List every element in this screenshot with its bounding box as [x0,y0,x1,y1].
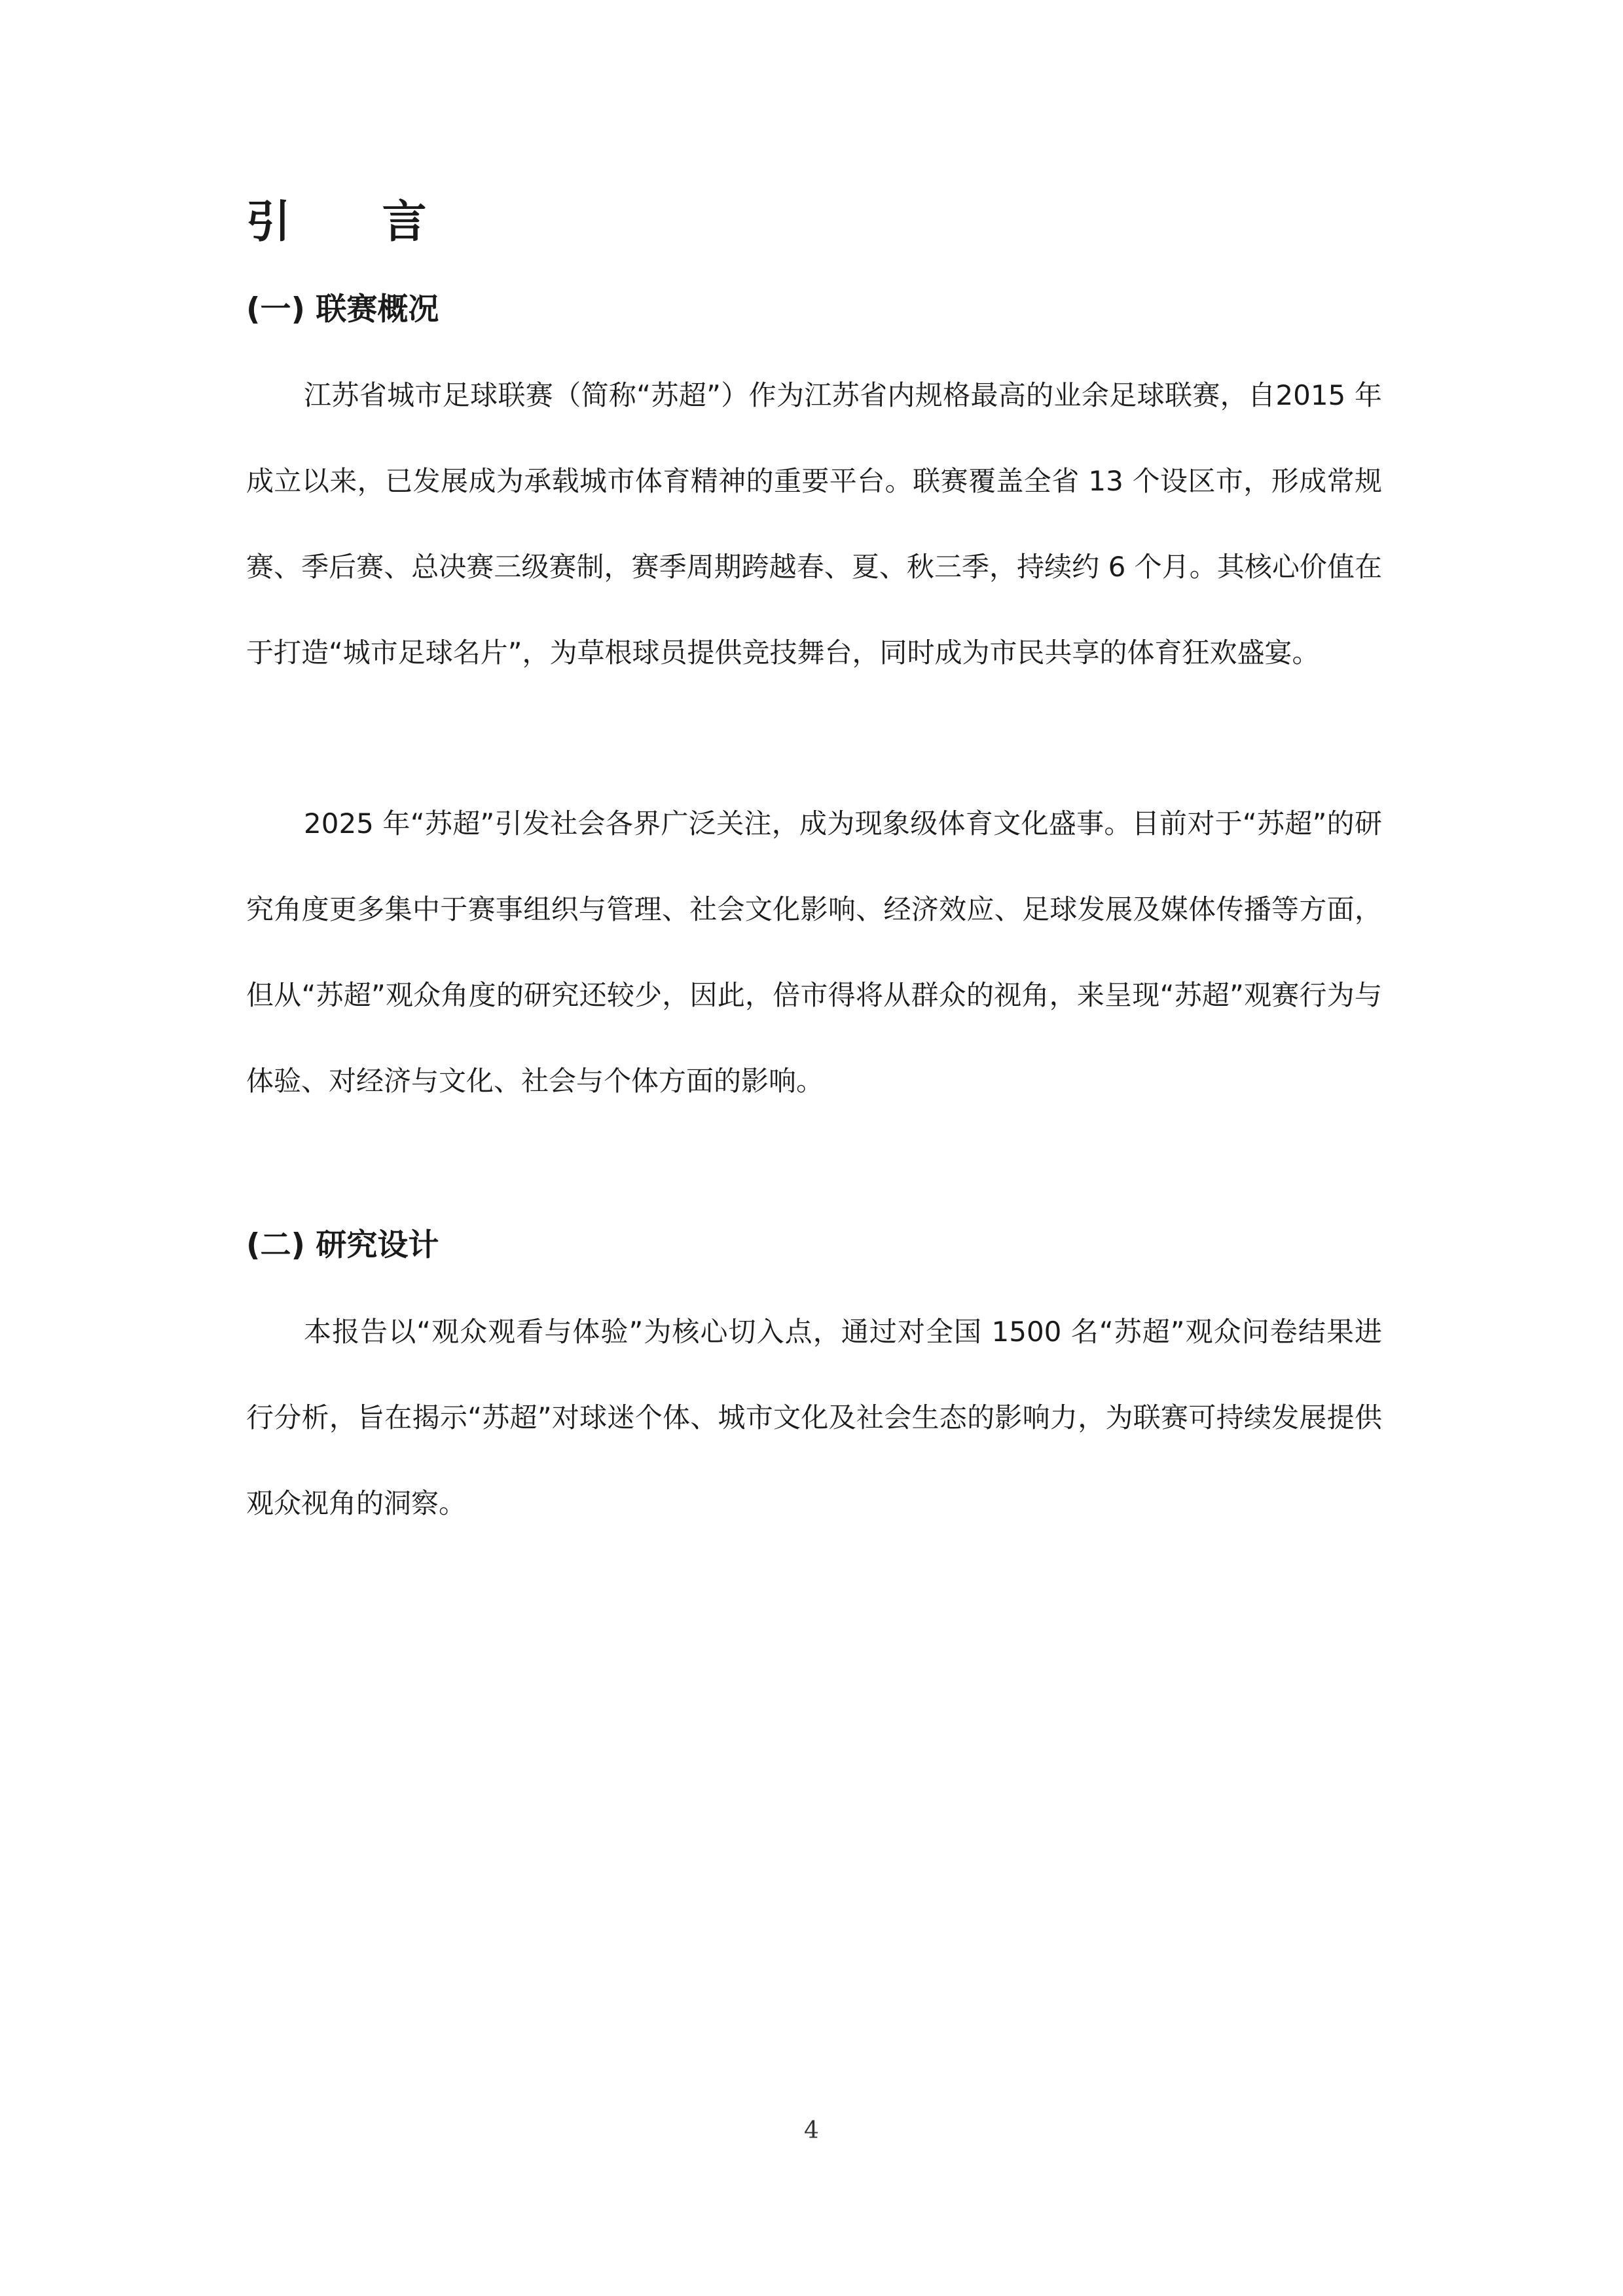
paragraph: 江苏省城市足球联赛（简称“苏超”）作为江苏省内规格最高的业余足球联赛，自2015 年成立以来，已发展成为承载城市体育精神的重要平台。联赛覆盖全省 13 个设区市，形成常规赛、季后赛、总决赛三级赛制，赛季周期跨越春、夏、秋三季，持续约 6 个月。其核心价值在于打造“城市足球名片”，为草根球员提供竞技舞台，同时成为市民共享的体育狂欢盛宴。 [246,379,1382,669]
section-heading-research-design: (二) 研究设计 [246,1227,439,1263]
section-heading-overview: (一) 联赛概况 [246,291,439,327]
page-title: 引 言 [246,196,465,248]
paragraph: 2025 年“苏超”引发社会各界广泛关注，成为现象级体育文化盛事。目前对于“苏超”的研究角度更多集中于赛事组织与管理、社会文化影响、经济效应、足球发展及媒体传播等方面，但从“苏超”观众角度的研究还较少，因此，倍市得将从群众的视角，来呈现“苏超”观赛行为与体验、对经济与文化、社会与个体方面的影响。 [246,807,1382,1097]
page-number: 4 [804,2117,819,2144]
paragraph: 本报告以“观众观看与体验”为核心切入点，通过对全国 1500 名“苏超”观众问卷结果进行分析，旨在揭示“苏超”对球迷个体、城市文化及社会生态的影响力，为联赛可持续发展提供观众视角的洞察。 [246,1316,1382,1519]
